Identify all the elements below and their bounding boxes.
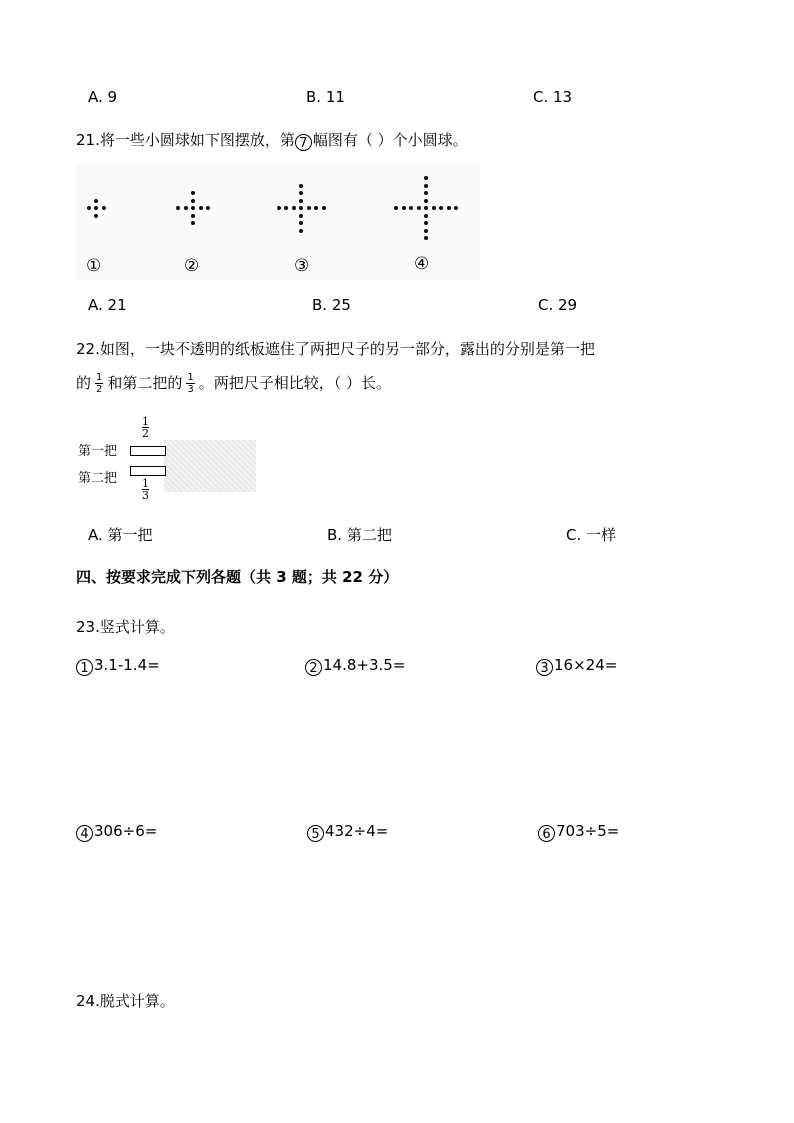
- q22-line2: [76, 372, 391, 395]
- q22-option-b: B. 第二把: [327, 526, 392, 544]
- q21-option-a: A. 21: [88, 296, 127, 314]
- q23-item-3-expr: 16×24=: [554, 656, 618, 674]
- q22-line1: 22.如图，一块不透明的纸板遮住了两把尺子的另一部分，露出的分别是第一把: [76, 340, 595, 358]
- q22-text-b: 和第二把的: [107, 374, 183, 392]
- q22-fig-frac1: [142, 416, 149, 439]
- q22-fig-label-second: 第二把: [78, 471, 118, 486]
- q21-dot: [424, 214, 428, 218]
- q23-item-2-number: 2: [305, 659, 322, 676]
- q24-title: 24.脱式计算。: [76, 992, 175, 1010]
- q21-dot: [191, 206, 195, 210]
- q23-item-1-number: 1: [76, 659, 93, 676]
- q21-dot: [447, 206, 451, 210]
- q21-dot: [284, 206, 288, 210]
- q21-dot: [299, 184, 303, 188]
- q22-fraction-third: [186, 372, 194, 395]
- q23-item-5-number: 5: [307, 825, 324, 842]
- q21-dot: [292, 206, 296, 210]
- q21-dot: [394, 206, 398, 210]
- q23-item-4: [76, 822, 157, 842]
- q21-dot: [424, 229, 428, 233]
- q21-dot: [191, 221, 195, 225]
- q22-fig-frac2-num: 1: [142, 477, 149, 490]
- q21-dot: [417, 206, 421, 210]
- q22-fig-frac1-num: 1: [142, 415, 149, 428]
- q21-dot: [424, 236, 428, 240]
- q20-option-a: A. 9: [88, 88, 118, 106]
- q23-item-6-number: 6: [538, 825, 555, 842]
- q23-item-4-expr: 306÷6=: [94, 822, 158, 840]
- q22-frac1-denominator: 2: [96, 384, 103, 395]
- q21-dot: [176, 206, 180, 210]
- q21-dot: [424, 184, 428, 188]
- q21-dot: [206, 206, 210, 210]
- q21-dot: [439, 206, 443, 210]
- q23-item-1-expr: 3.1-1.4=: [94, 656, 160, 674]
- q21-circled-number: 7: [295, 134, 312, 151]
- q22-fig-frac2: [142, 478, 149, 501]
- q22-fraction-half: [95, 372, 103, 395]
- q21-dot: [94, 206, 98, 210]
- q21-dot: [432, 206, 436, 210]
- q21-dot: [184, 206, 188, 210]
- q22-text-c: 。两把尺子相比较，（ ）长。: [198, 374, 392, 392]
- q22-fig-frac2-den: 3: [142, 489, 149, 502]
- q21-fig-label-2: ②: [184, 256, 200, 276]
- q21-dot: [424, 206, 428, 210]
- q23-item-3-number: 3: [536, 659, 553, 676]
- q23-item-2: [305, 656, 405, 676]
- q21-dot: [94, 199, 98, 203]
- q23-title: 23.竖式计算。: [76, 618, 175, 636]
- q23-item-5-expr: 432÷4=: [325, 822, 389, 840]
- q21-dot: [191, 199, 195, 203]
- q21-dot: [314, 206, 318, 210]
- q22-option-c: C. 一样: [566, 526, 617, 544]
- q23-item-4-number: 4: [76, 825, 93, 842]
- q21-dot: [299, 199, 303, 203]
- q21-dot: [102, 206, 106, 210]
- q21-dot: [87, 206, 91, 210]
- q21-dot: [299, 206, 303, 210]
- q22-frac1-numerator: 1: [96, 372, 103, 383]
- q21-dot: [424, 199, 428, 203]
- q21-dot: [307, 206, 311, 210]
- q22-option-a: A. 第一把: [88, 526, 153, 544]
- q23-item-2-expr: 14.8+3.5=: [323, 656, 406, 674]
- q22-frac2-denominator: 3: [187, 384, 194, 395]
- q23-item-3: [536, 656, 617, 676]
- q21-dot: [409, 206, 413, 210]
- q21-dot: [424, 176, 428, 180]
- q23-item-5: [307, 822, 388, 842]
- q21-dot: [454, 206, 458, 210]
- q21-question: [76, 129, 468, 151]
- q22-ruler-second: [130, 466, 166, 476]
- q21-dot: [402, 206, 406, 210]
- q22-text-a: 的: [76, 374, 92, 392]
- q21-dot: [299, 221, 303, 225]
- q21-dot: [299, 229, 303, 233]
- q21-prefix: 21.将一些小圆球如下图摆放，第: [76, 131, 295, 149]
- q21-dot: [424, 221, 428, 225]
- q20-option-c: C. 13: [533, 88, 573, 106]
- q23-item-6: [538, 822, 619, 842]
- q22-frac2-numerator: 1: [187, 372, 194, 383]
- q21-dot: [191, 214, 195, 218]
- q22-ruler-figure: [78, 415, 256, 504]
- q21-dot: [322, 206, 326, 210]
- q21-dot: [94, 214, 98, 218]
- q21-dot: [299, 191, 303, 195]
- q21-option-c: C. 29: [538, 296, 578, 314]
- q21-dot: [191, 191, 195, 195]
- q21-dot: [199, 206, 203, 210]
- q21-dot: [277, 206, 281, 210]
- q22-cardboard-cover: [164, 440, 256, 492]
- q21-fig-label-1: ①: [86, 256, 102, 276]
- q21-suffix: 幅图有（ ）个小圆球。: [312, 131, 468, 149]
- q20-option-b: B. 11: [306, 88, 345, 106]
- q22-fig-label-first: 第一把: [78, 444, 118, 459]
- q22-fig-frac1-den: 2: [142, 427, 149, 440]
- q21-dot: [424, 191, 428, 195]
- q21-dot: [299, 214, 303, 218]
- q23-item-6-expr: 703÷5=: [556, 822, 620, 840]
- q21-fig-label-3: ③: [294, 256, 310, 276]
- q21-option-b: B. 25: [312, 296, 351, 314]
- section-4-title: 四、按要求完成下列各题（共 3 题；共 22 分）: [76, 568, 399, 586]
- q21-fig-label-4: ④: [414, 254, 430, 274]
- q23-item-1: [76, 656, 160, 676]
- q22-ruler-first: [130, 446, 166, 456]
